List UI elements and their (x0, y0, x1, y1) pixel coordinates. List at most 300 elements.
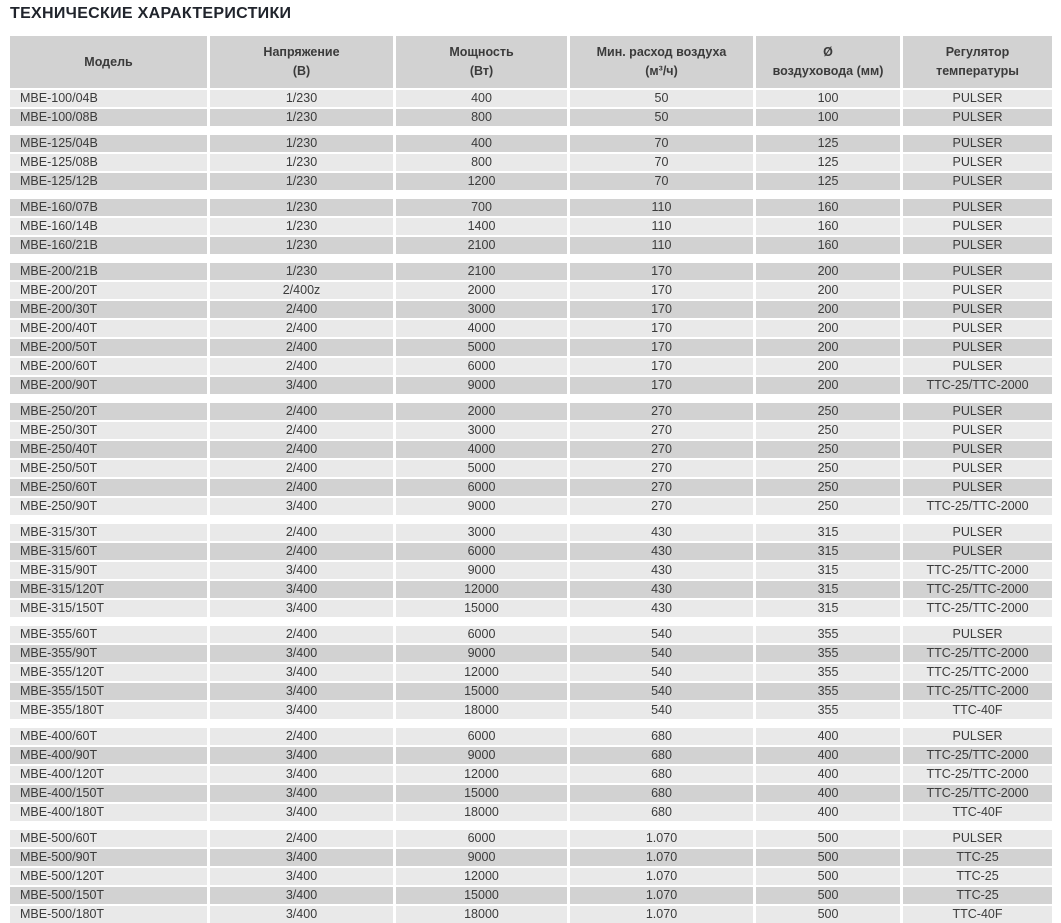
table-row (10, 702, 1052, 719)
column-header-2 (396, 36, 567, 88)
cell-power: 6000 (396, 479, 567, 496)
cell-model: MBE-315/60T (10, 543, 207, 560)
table-row (10, 785, 1052, 802)
cell-voltage: 3/400 (210, 747, 393, 764)
cell-model: MBE-200/90T (10, 377, 207, 394)
cell-power: 9000 (396, 377, 567, 394)
column-header-label: Регулятор (945, 45, 1010, 59)
cell-model: MBE-400/150T (10, 785, 207, 802)
cell-model: MBE-250/30T (10, 422, 207, 439)
cell-diameter: 250 (756, 441, 900, 458)
cell-airflow: 170 (570, 339, 753, 356)
cell-regulator: TTC-40F (903, 702, 1052, 719)
cell-model: MBE-125/04B (10, 135, 207, 152)
table-row (10, 460, 1052, 477)
cell-model: MBE-315/150T (10, 600, 207, 617)
cell-power: 9000 (396, 747, 567, 764)
cell-model: MBE-500/60T (10, 830, 207, 847)
cell-model: MBE-500/90T (10, 849, 207, 866)
cell-airflow: 680 (570, 728, 753, 745)
cell-model: MBE-400/60T (10, 728, 207, 745)
cell-airflow: 170 (570, 320, 753, 337)
model-group (10, 90, 1052, 126)
cell-diameter: 200 (756, 377, 900, 394)
cell-diameter: 500 (756, 830, 900, 847)
column-header-sublabel: (м³/ч) (645, 64, 678, 78)
cell-airflow: 70 (570, 154, 753, 171)
cell-airflow: 540 (570, 702, 753, 719)
cell-model: MBE-125/08B (10, 154, 207, 171)
cell-model: MBE-200/20T (10, 282, 207, 299)
cell-power: 9000 (396, 562, 567, 579)
cell-regulator: PULSER (903, 479, 1052, 496)
cell-power: 15000 (396, 683, 567, 700)
cell-regulator: TTC-25/TTC-2000 (903, 600, 1052, 617)
cell-voltage: 1/230 (210, 135, 393, 152)
table-header-row (10, 36, 1052, 88)
cell-diameter: 125 (756, 173, 900, 190)
cell-voltage: 3/400 (210, 804, 393, 821)
cell-power: 5000 (396, 460, 567, 477)
cell-diameter: 250 (756, 498, 900, 515)
cell-regulator: TTC-25/TTC-2000 (903, 785, 1052, 802)
cell-voltage: 3/400 (210, 664, 393, 681)
cell-power: 5000 (396, 339, 567, 356)
table-row (10, 154, 1052, 171)
cell-regulator: PULSER (903, 218, 1052, 235)
cell-power: 6000 (396, 543, 567, 560)
table-row (10, 543, 1052, 560)
table-row (10, 218, 1052, 235)
cell-power: 15000 (396, 785, 567, 802)
cell-airflow: 540 (570, 626, 753, 643)
model-group (10, 626, 1052, 719)
cell-model: MBE-100/08B (10, 109, 207, 126)
cell-power: 18000 (396, 804, 567, 821)
cell-voltage: 3/400 (210, 702, 393, 719)
table-row (10, 498, 1052, 515)
table-row (10, 173, 1052, 190)
cell-diameter: 500 (756, 887, 900, 904)
cell-regulator: TTC-25/TTC-2000 (903, 498, 1052, 515)
cell-voltage: 2/400 (210, 301, 393, 318)
cell-diameter: 500 (756, 906, 900, 923)
cell-airflow: 270 (570, 422, 753, 439)
cell-power: 9000 (396, 498, 567, 515)
cell-regulator: TTC-25/TTC-2000 (903, 645, 1052, 662)
table-row (10, 282, 1052, 299)
cell-voltage: 3/400 (210, 868, 393, 885)
cell-diameter: 500 (756, 849, 900, 866)
cell-power: 6000 (396, 358, 567, 375)
cell-model: MBE-500/120T (10, 868, 207, 885)
table-row (10, 135, 1052, 152)
cell-diameter: 355 (756, 683, 900, 700)
cell-model: MBE-355/150T (10, 683, 207, 700)
cell-voltage: 3/400 (210, 562, 393, 579)
cell-airflow: 1.070 (570, 849, 753, 866)
cell-airflow: 110 (570, 199, 753, 216)
cell-diameter: 400 (756, 785, 900, 802)
cell-regulator: PULSER (903, 441, 1052, 458)
cell-power: 700 (396, 199, 567, 216)
table-row (10, 358, 1052, 375)
cell-power: 15000 (396, 887, 567, 904)
table-row (10, 199, 1052, 216)
table-row (10, 868, 1052, 885)
cell-voltage: 3/400 (210, 581, 393, 598)
cell-airflow: 170 (570, 377, 753, 394)
cell-voltage: 2/400 (210, 320, 393, 337)
cell-regulator: PULSER (903, 524, 1052, 541)
cell-diameter: 200 (756, 358, 900, 375)
cell-regulator: PULSER (903, 199, 1052, 216)
cell-regulator: PULSER (903, 154, 1052, 171)
cell-voltage: 2/400 (210, 479, 393, 496)
column-header-label: Мин. расход воздуха (596, 45, 727, 59)
page-title: ТЕХНИЧЕСКИЕ ХАРАКТЕРИСТИКИ (10, 5, 292, 22)
cell-diameter: 250 (756, 403, 900, 420)
cell-diameter: 315 (756, 562, 900, 579)
cell-regulator: TTC-25/TTC-2000 (903, 581, 1052, 598)
cell-model: MBE-500/180T (10, 906, 207, 923)
cell-diameter: 315 (756, 581, 900, 598)
cell-power: 12000 (396, 868, 567, 885)
table-row (10, 887, 1052, 904)
cell-power: 18000 (396, 702, 567, 719)
cell-airflow: 70 (570, 173, 753, 190)
table-row (10, 422, 1052, 439)
cell-power: 6000 (396, 830, 567, 847)
cell-regulator: PULSER (903, 626, 1052, 643)
cell-regulator: PULSER (903, 237, 1052, 254)
cell-airflow: 110 (570, 218, 753, 235)
table-row (10, 600, 1052, 617)
cell-regulator: PULSER (903, 301, 1052, 318)
model-group (10, 263, 1052, 394)
table-row (10, 320, 1052, 337)
cell-regulator: TTC-25/TTC-2000 (903, 664, 1052, 681)
cell-airflow: 540 (570, 683, 753, 700)
cell-airflow: 170 (570, 263, 753, 280)
cell-airflow: 270 (570, 441, 753, 458)
cell-airflow: 430 (570, 524, 753, 541)
model-group (10, 524, 1052, 617)
cell-voltage: 2/400 (210, 543, 393, 560)
cell-model: MBE-250/60T (10, 479, 207, 496)
table-row (10, 524, 1052, 541)
cell-regulator: PULSER (903, 422, 1052, 439)
column-header-sublabel: воздуховода (мм) (772, 64, 884, 78)
table-row (10, 441, 1052, 458)
cell-model: MBE-355/90T (10, 645, 207, 662)
cell-airflow: 270 (570, 498, 753, 515)
cell-voltage: 1/230 (210, 199, 393, 216)
column-header-sublabel: температуры (936, 64, 1019, 78)
cell-voltage: 1/230 (210, 90, 393, 107)
cell-regulator: TTC-25/TTC-2000 (903, 562, 1052, 579)
cell-airflow: 170 (570, 358, 753, 375)
cell-voltage: 2/400 (210, 460, 393, 477)
cell-regulator: TTC-25 (903, 849, 1052, 866)
cell-model: MBE-400/180T (10, 804, 207, 821)
cell-diameter: 315 (756, 600, 900, 617)
cell-voltage: 2/400 (210, 339, 393, 356)
cell-diameter: 200 (756, 320, 900, 337)
cell-regulator: TTC-40F (903, 906, 1052, 923)
cell-power: 400 (396, 135, 567, 152)
cell-regulator: PULSER (903, 320, 1052, 337)
table-row (10, 747, 1052, 764)
table-row (10, 301, 1052, 318)
table-row (10, 479, 1052, 496)
model-group (10, 403, 1052, 515)
cell-diameter: 400 (756, 747, 900, 764)
cell-diameter: 100 (756, 109, 900, 126)
cell-power: 2000 (396, 282, 567, 299)
table-row (10, 728, 1052, 745)
cell-airflow: 50 (570, 90, 753, 107)
cell-regulator: PULSER (903, 339, 1052, 356)
cell-model: MBE-355/120T (10, 664, 207, 681)
cell-model: MBE-250/90T (10, 498, 207, 515)
cell-diameter: 100 (756, 90, 900, 107)
cell-regulator: TTC-25 (903, 868, 1052, 885)
cell-voltage: 2/400 (210, 626, 393, 643)
table-row (10, 849, 1052, 866)
cell-diameter: 200 (756, 282, 900, 299)
cell-diameter: 200 (756, 339, 900, 356)
cell-diameter: 200 (756, 301, 900, 318)
cell-regulator: PULSER (903, 728, 1052, 745)
cell-airflow: 170 (570, 301, 753, 318)
cell-power: 2000 (396, 403, 567, 420)
cell-diameter: 160 (756, 218, 900, 235)
cell-airflow: 680 (570, 785, 753, 802)
cell-diameter: 160 (756, 199, 900, 216)
table-row (10, 339, 1052, 356)
column-header-0 (10, 36, 207, 88)
cell-diameter: 355 (756, 702, 900, 719)
cell-diameter: 160 (756, 237, 900, 254)
cell-model: MBE-200/60T (10, 358, 207, 375)
cell-power: 6000 (396, 728, 567, 745)
cell-voltage: 3/400 (210, 906, 393, 923)
model-group (10, 830, 1052, 923)
column-header-4 (756, 36, 900, 88)
cell-power: 15000 (396, 600, 567, 617)
model-group (10, 199, 1052, 254)
cell-airflow: 70 (570, 135, 753, 152)
cell-power: 3000 (396, 422, 567, 439)
cell-diameter: 200 (756, 263, 900, 280)
cell-power: 4000 (396, 320, 567, 337)
table-row (10, 906, 1052, 923)
cell-airflow: 1.070 (570, 830, 753, 847)
column-header-label: Модель (84, 54, 133, 69)
cell-regulator: PULSER (903, 460, 1052, 477)
cell-regulator: PULSER (903, 358, 1052, 375)
table-row (10, 403, 1052, 420)
cell-regulator: TTC-25/TTC-2000 (903, 747, 1052, 764)
cell-power: 800 (396, 109, 567, 126)
cell-regulator: PULSER (903, 263, 1052, 280)
column-header-5 (903, 36, 1052, 88)
cell-airflow: 680 (570, 766, 753, 783)
cell-power: 4000 (396, 441, 567, 458)
cell-model: MBE-250/40T (10, 441, 207, 458)
cell-voltage: 2/400 (210, 830, 393, 847)
cell-regulator: PULSER (903, 282, 1052, 299)
cell-diameter: 315 (756, 524, 900, 541)
cell-voltage: 3/400 (210, 600, 393, 617)
cell-voltage: 2/400 (210, 422, 393, 439)
cell-airflow: 270 (570, 460, 753, 477)
cell-diameter: 250 (756, 479, 900, 496)
cell-voltage: 3/400 (210, 683, 393, 700)
cell-airflow: 270 (570, 479, 753, 496)
cell-model: MBE-500/150T (10, 887, 207, 904)
column-header-1 (210, 36, 393, 88)
cell-regulator: TTC-25/TTC-2000 (903, 766, 1052, 783)
cell-regulator: PULSER (903, 90, 1052, 107)
cell-power: 3000 (396, 524, 567, 541)
cell-airflow: 270 (570, 403, 753, 420)
column-header-label: Ø (823, 45, 833, 59)
cell-power: 800 (396, 154, 567, 171)
cell-power: 1200 (396, 173, 567, 190)
cell-diameter: 400 (756, 728, 900, 745)
cell-diameter: 355 (756, 626, 900, 643)
cell-voltage: 1/230 (210, 154, 393, 171)
cell-airflow: 540 (570, 645, 753, 662)
cell-model: MBE-160/21B (10, 237, 207, 254)
table-row (10, 683, 1052, 700)
cell-model: MBE-355/180T (10, 702, 207, 719)
cell-model: MBE-200/30T (10, 301, 207, 318)
cell-diameter: 400 (756, 766, 900, 783)
cell-model: MBE-125/12B (10, 173, 207, 190)
cell-regulator: PULSER (903, 403, 1052, 420)
cell-power: 12000 (396, 581, 567, 598)
cell-regulator: PULSER (903, 109, 1052, 126)
column-header-3 (570, 36, 753, 88)
cell-model: MBE-100/04B (10, 90, 207, 107)
cell-regulator: PULSER (903, 830, 1052, 847)
cell-voltage: 2/400 (210, 358, 393, 375)
table-row (10, 581, 1052, 598)
cell-model: MBE-315/30T (10, 524, 207, 541)
table-row (10, 377, 1052, 394)
cell-voltage: 1/230 (210, 109, 393, 126)
cell-voltage: 2/400 (210, 441, 393, 458)
cell-voltage: 3/400 (210, 785, 393, 802)
cell-airflow: 50 (570, 109, 753, 126)
cell-airflow: 430 (570, 581, 753, 598)
cell-power: 9000 (396, 645, 567, 662)
table-row (10, 562, 1052, 579)
cell-model: MBE-355/60T (10, 626, 207, 643)
cell-diameter: 355 (756, 645, 900, 662)
cell-diameter: 500 (756, 868, 900, 885)
cell-power: 2100 (396, 263, 567, 280)
cell-airflow: 1.070 (570, 887, 753, 904)
cell-power: 2100 (396, 237, 567, 254)
table-row (10, 90, 1052, 107)
cell-power: 12000 (396, 766, 567, 783)
cell-airflow: 1.070 (570, 868, 753, 885)
table-row (10, 664, 1052, 681)
cell-voltage: 3/400 (210, 498, 393, 515)
column-header-label: Напряжение (263, 45, 340, 59)
cell-model: MBE-200/50T (10, 339, 207, 356)
cell-voltage: 1/230 (210, 263, 393, 280)
table-row (10, 237, 1052, 254)
cell-regulator: TTC-25/TTC-2000 (903, 683, 1052, 700)
cell-voltage: 2/400 (210, 728, 393, 745)
cell-power: 9000 (396, 849, 567, 866)
cell-regulator: TTC-25/TTC-2000 (903, 377, 1052, 394)
cell-power: 12000 (396, 664, 567, 681)
cell-diameter: 250 (756, 422, 900, 439)
cell-model: MBE-250/50T (10, 460, 207, 477)
table-row (10, 109, 1052, 126)
cell-power: 400 (396, 90, 567, 107)
cell-voltage: 2/400z (210, 282, 393, 299)
cell-regulator: PULSER (903, 135, 1052, 152)
cell-airflow: 540 (570, 664, 753, 681)
cell-voltage: 3/400 (210, 849, 393, 866)
cell-voltage: 3/400 (210, 887, 393, 904)
cell-voltage: 3/400 (210, 766, 393, 783)
cell-power: 6000 (396, 626, 567, 643)
cell-voltage: 1/230 (210, 237, 393, 254)
cell-airflow: 430 (570, 543, 753, 560)
cell-diameter: 250 (756, 460, 900, 477)
column-header-sublabel: (Вт) (469, 64, 494, 78)
cell-model: MBE-400/90T (10, 747, 207, 764)
cell-diameter: 125 (756, 135, 900, 152)
cell-model: MBE-200/40T (10, 320, 207, 337)
cell-voltage: 1/230 (210, 218, 393, 235)
cell-model: MBE-400/120T (10, 766, 207, 783)
cell-power: 18000 (396, 906, 567, 923)
cell-voltage: 2/400 (210, 403, 393, 420)
cell-regulator: PULSER (903, 543, 1052, 560)
table-row (10, 263, 1052, 280)
cell-model: MBE-160/14B (10, 218, 207, 235)
cell-regulator: TTC-25 (903, 887, 1052, 904)
cell-model: MBE-200/21B (10, 263, 207, 280)
table-body (10, 90, 1052, 923)
cell-airflow: 680 (570, 804, 753, 821)
cell-model: MBE-315/120T (10, 581, 207, 598)
cell-model: MBE-315/90T (10, 562, 207, 579)
cell-airflow: 680 (570, 747, 753, 764)
column-header-label: Мощность (449, 45, 514, 59)
cell-regulator: TTC-40F (903, 804, 1052, 821)
table-row (10, 766, 1052, 783)
cell-voltage: 3/400 (210, 645, 393, 662)
table-row (10, 804, 1052, 821)
table-row (10, 626, 1052, 643)
cell-voltage: 1/230 (210, 173, 393, 190)
cell-regulator: PULSER (903, 173, 1052, 190)
cell-airflow: 1.070 (570, 906, 753, 923)
cell-diameter: 125 (756, 154, 900, 171)
cell-model: MBE-160/07B (10, 199, 207, 216)
column-header-sublabel: (В) (292, 64, 311, 78)
